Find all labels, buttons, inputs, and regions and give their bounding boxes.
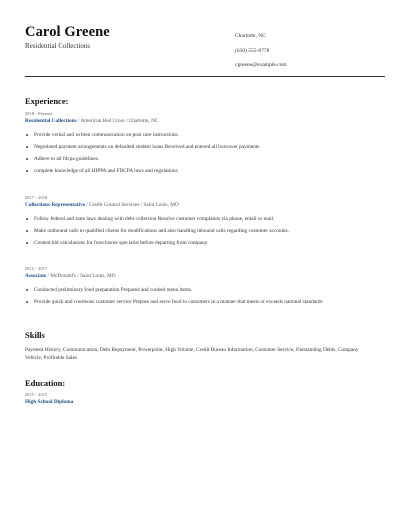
bullet-item: [25, 141, 385, 153]
job-dates: 2015 - 2017: [25, 266, 48, 271]
bullet-icon: [26, 289, 28, 291]
job-entry: [25, 195, 385, 249]
bullet-text: complete knowledge of all HIPPA and FDCPA laws and regulations: [34, 168, 178, 174]
bullet-text: Negotiated payment arrangements on defaulted student loans Received and entered all borrower payments: [34, 144, 260, 150]
bullet-item: [25, 153, 385, 165]
contact-block: [235, 29, 287, 73]
job-meta: / American Red Cross / Charlotte, NC: [76, 118, 159, 124]
job-meta: / McDonald's / Saint Louis, MO: [46, 273, 116, 279]
bullet-item: [25, 129, 385, 141]
bullet-icon: [26, 230, 28, 232]
bullet-item: [25, 284, 385, 296]
job-title: Collections Representative: [25, 202, 86, 208]
bullet-text: Conducted preliminary food preparation Prepared and cooked menu items.: [34, 287, 193, 293]
bullet-item: [25, 213, 385, 225]
bullet-text: Created bid calculations for foreclosure specialist before departing from company.: [34, 240, 209, 246]
job-meta: / Credit Control Services / Saint Louis, MO: [85, 202, 179, 208]
job-entry: [25, 111, 385, 177]
bullet-text: Provide quick and courteous customer service Prepare and serve food to customers in a manner that meets or exceeds national standards: [34, 299, 323, 305]
bullet-text: Adhere to all fdcpa guidelines.: [34, 156, 100, 162]
contact-phone: (630) 555-8778: [235, 47, 270, 54]
skills-list: Payment History, Communication, Debt Repayment, Powerpoint, High Volume, Credit Bureau Information, Customer Service, Outstanding Debts, Company Vehicle, Profitable Sales: [25, 347, 359, 361]
bullet-item: [25, 237, 385, 249]
education-heading: Education:: [25, 378, 66, 388]
job-title: Residential Collections: [25, 118, 77, 124]
bullet-icon: [26, 170, 28, 172]
bullet-icon: [26, 301, 28, 303]
experience-heading: Experience:: [25, 96, 69, 106]
job-role: [25, 202, 385, 208]
skills-section: [25, 330, 385, 362]
job-bullets: [25, 213, 385, 249]
header-divider: [25, 76, 385, 77]
contact-email: cgreene@example.com: [235, 62, 287, 68]
contact-location: Charlotte, NC: [235, 33, 266, 39]
job-role: [25, 273, 385, 279]
job-bullets: [25, 129, 385, 177]
bullet-item: [25, 165, 385, 177]
education-degree: High School Diploma: [25, 399, 74, 405]
job-dates: 2017 - 2018: [25, 195, 48, 200]
bullet-item: [25, 296, 385, 308]
bullet-item: [25, 225, 385, 237]
candidate-name: Carol Greene: [25, 24, 110, 40]
job-role: [25, 118, 385, 124]
bullet-icon: [26, 146, 28, 148]
bullet-icon: [26, 134, 28, 136]
job-title: Associate: [25, 273, 47, 279]
bullet-icon: [26, 218, 28, 220]
skills-heading: Skills: [25, 330, 45, 340]
job-entry: [25, 266, 385, 308]
bullet-text: Follow federal and state laws dealing with debt collection Resolve customer complaints via phone, email or mail.: [34, 216, 275, 222]
bullet-text: Make outbound calls to qualified clients for modifications and also handling inbound calls regarding customer accounts.: [34, 228, 290, 234]
education-section: [25, 378, 385, 405]
candidate-subtitle: Residential Collections: [25, 42, 91, 50]
job-dates: 2018 - Present: [25, 111, 52, 116]
education-dates: 2015 - 2015: [25, 392, 48, 397]
bullet-icon: [26, 242, 28, 244]
job-bullets: [25, 284, 385, 308]
bullet-text: Provide verbal and written communication on post care instructions.: [34, 132, 179, 138]
bullet-icon: [26, 158, 28, 160]
experience-section: [25, 96, 385, 305]
